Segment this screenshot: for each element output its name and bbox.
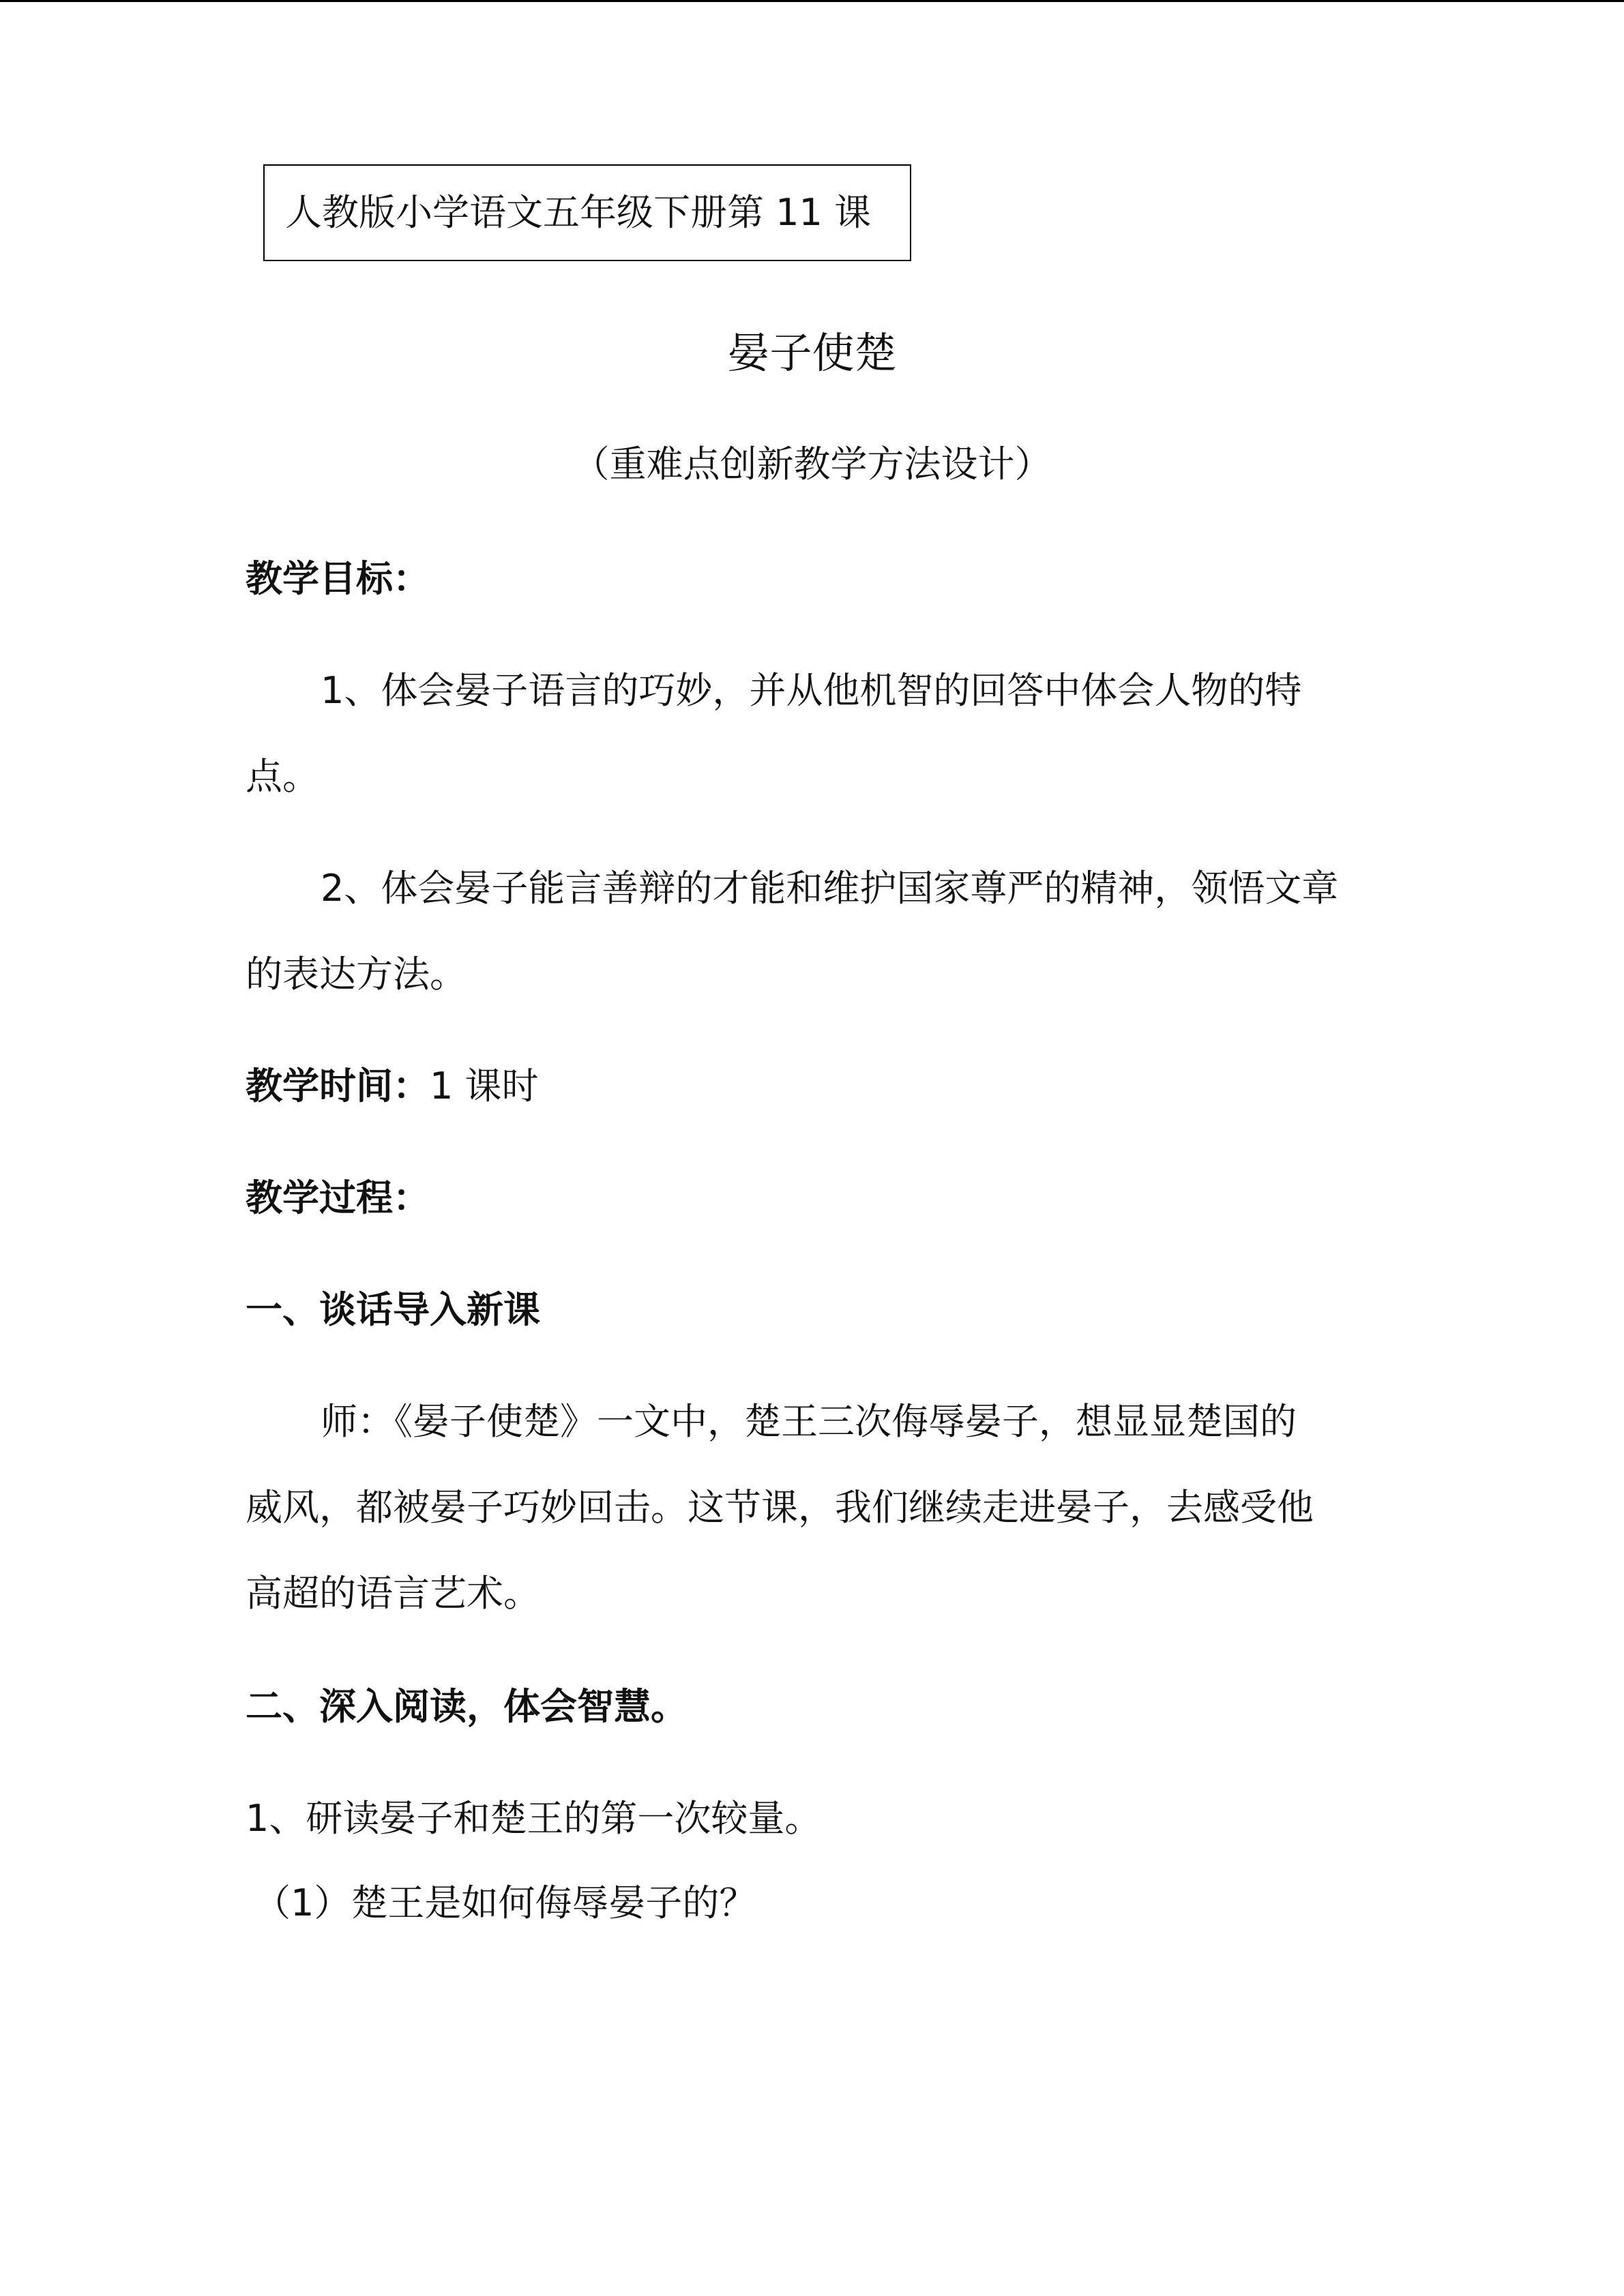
part-2-heading: 二、深入阅读，体会智慧。 xyxy=(246,1685,688,1728)
goals-heading: 教学目标： xyxy=(246,557,430,600)
course-label-box xyxy=(263,164,911,261)
teaching-time xyxy=(246,1064,539,1109)
lesson-title: 晏子使楚 xyxy=(727,328,897,378)
process-heading: 教学过程： xyxy=(246,1176,430,1219)
lesson-subtitle: （重难点创新教学方法设计） xyxy=(572,443,1052,486)
goal-1-line-2: 点。 xyxy=(246,755,319,798)
part-1-line-2: 威风，都被晏子巧妙回击。这节课，我们继续走进晏子，去感受他 xyxy=(246,1486,1314,1529)
part-2-item-1: 1、研读晏子和楚王的第一次较量。 xyxy=(246,1797,822,1840)
goal-2-line-1: 2、体会晏子能言善辩的才能和维护国家尊严的精神，领悟文章 xyxy=(321,867,1339,910)
teaching-time-value: 1 课时 xyxy=(430,1064,539,1107)
teaching-time-label: 教学时间： xyxy=(246,1064,430,1107)
goal-1-line-1: 1、体会晏子语言的巧妙，并从他机智的回答中体会人物的特 xyxy=(321,669,1302,712)
part-1-line-1: 师：《晏子使楚》一文中，楚王三次侮辱晏子，想显显楚国的 xyxy=(321,1400,1297,1443)
part-1-heading: 一、谈话导入新课 xyxy=(246,1288,540,1331)
goal-2-line-2: 的表达方法。 xyxy=(246,953,467,996)
part-1-line-3: 高超的语言艺术。 xyxy=(246,1572,540,1615)
course-label-text: 人教版小学语文五年级下册第 11 课 xyxy=(285,191,872,234)
part-2-subitem-1: （1）楚王是如何侮辱晏子的？ xyxy=(254,1881,756,1924)
